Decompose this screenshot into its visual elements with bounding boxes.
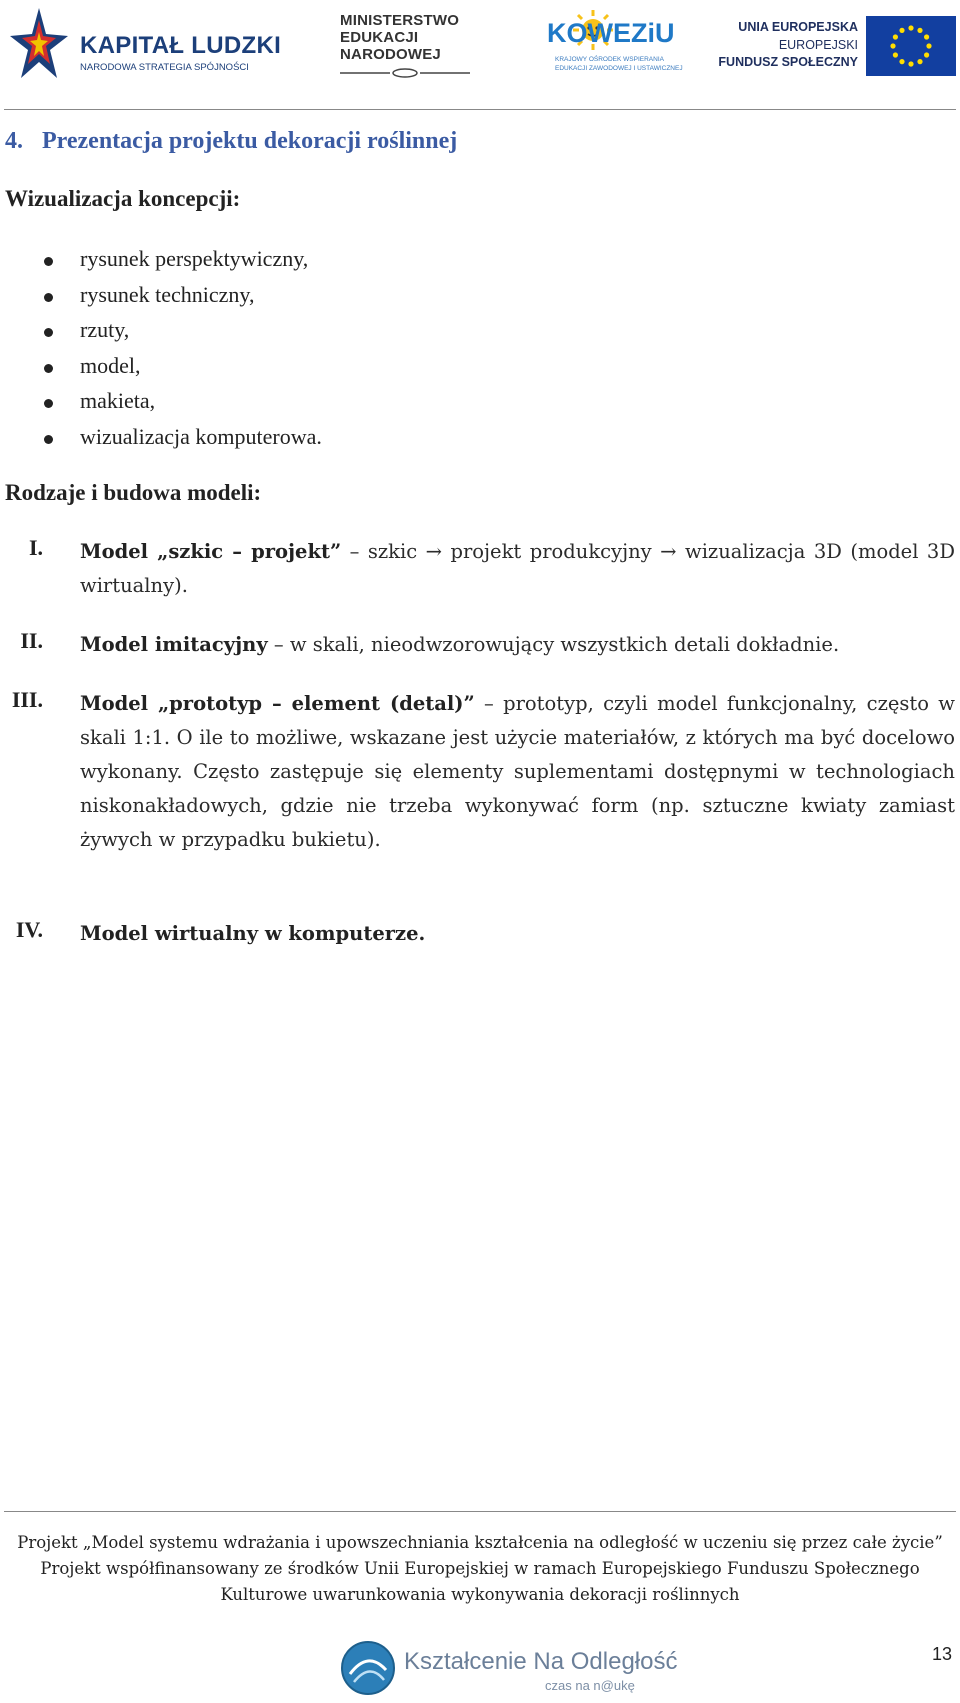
kapital-ludzki-subtitle: NARODOWA STRATEGIA SPÓJNOŚCI <box>80 62 249 73</box>
ministerstwo-line: MINISTERSTWO <box>340 12 460 29</box>
kno-mark-icon <box>340 1640 396 1696</box>
visualization-heading: Wizualizacja koncepcji: <box>5 186 241 211</box>
list-item-text: model, <box>80 352 141 378</box>
footer-line: Projekt „Model systemu wdrażania i upowszechniania kształcenia na odległość w uczeniu się przez całe życie” <box>17 1533 943 1552</box>
roman-numeral: IV. <box>15 917 43 942</box>
kno-name: Kształcenie Na Odległość <box>404 1648 678 1675</box>
model-text: – szkic → projekt produkcyjny → wizualizacja 3D (model 3D wirtualny). <box>80 540 955 597</box>
koweziu-subtitle: KRAJOWY OŚRODEK WSPIERANIA <box>555 56 664 63</box>
ministerstwo-line: NARODOWEJ <box>340 46 441 63</box>
ue-efs-logo <box>718 14 958 78</box>
models-heading: Rodzaje i budowa modeli: <box>5 480 262 505</box>
bullet-icon <box>44 435 53 444</box>
ue-line: FUNDUSZ SPOŁECZNY <box>718 55 858 69</box>
bullet-icon <box>44 364 53 373</box>
page-footer <box>0 1530 960 1608</box>
kapital-ludzki-logo <box>10 6 282 86</box>
footer-divider <box>4 1511 956 1512</box>
koweziu-logo <box>545 10 683 78</box>
footer-line: Kulturowe uwarunkowania wykonywania dekoracji roślinnych <box>220 1585 740 1604</box>
ue-line: UNIA EUROPEJSKA <box>738 20 858 34</box>
ue-line: EUROPEJSKI <box>778 38 858 52</box>
list-item <box>5 246 905 282</box>
model-name: Model imitacyjny <box>80 633 268 656</box>
koweziu-subtitle: EDUKACJI ZAWODOWEJ I USTAWICZNEJ <box>555 65 683 72</box>
bullet-icon <box>44 328 53 337</box>
list-item-text: wizualizacja komputerowa. <box>80 423 322 449</box>
eu-flag-icon <box>866 16 956 76</box>
list-item <box>5 424 905 460</box>
kapital-ludzki-title: KAPITAŁ LUDZKI <box>80 32 282 59</box>
model-description <box>80 628 955 662</box>
koweziu-name: KOWEZiU <box>547 18 675 48</box>
section-title: Prezentacja projektu dekoracji roślinnej <box>42 128 458 154</box>
model-name: Model wirtualny w komputerze. <box>80 922 426 945</box>
ksztalcenie-na-odleglosc-logo <box>340 1640 678 1698</box>
roman-numeral: III. <box>11 687 43 712</box>
ministerstwo-logo <box>340 12 480 76</box>
model-text: – w skali, nieodwzorowujący wszystkich detali dokładnie. <box>267 633 840 656</box>
roman-numeral: I. <box>28 535 43 560</box>
model-description <box>80 687 955 857</box>
list-item <box>5 388 905 424</box>
header-divider <box>4 109 956 110</box>
model-description <box>80 917 955 951</box>
list-item <box>5 353 905 389</box>
model-name: Model „prototyp – element (detal)” <box>80 692 475 715</box>
ministerstwo-line: EDUKACJI <box>340 29 419 46</box>
model-text: – prototyp, czyli model funkcjonalny, często w skali 1:1. O ile to możliwe, wskazane jest użycie materiałów, z których ma być docelowo wykonany. Często zastępuje się elementy suplementami dostępnymi w technologiach niskonakładowych, gdzie nie trzeba wykonywać form (np. sztuczne kwiaty zamiast żywych w przypadku bukietu). <box>80 692 955 851</box>
bullet-icon <box>44 257 53 266</box>
ministerstwo-emblem-icon <box>340 68 470 78</box>
roman-numeral: II. <box>20 628 43 653</box>
list-item-text: rysunek perspektywiczny, <box>80 246 309 271</box>
section-number: 4. <box>5 128 23 154</box>
page-header <box>0 0 960 110</box>
list-item <box>5 317 905 353</box>
list-item-text: makieta, <box>80 388 156 413</box>
list-item-text: rzuty, <box>80 317 130 342</box>
visualization-list <box>5 246 905 459</box>
model-description <box>80 535 955 603</box>
kapital-ludzki-star-icon <box>10 6 68 86</box>
list-item <box>5 282 905 318</box>
model-name: Model „szkic – projekt” <box>80 540 342 563</box>
kno-tagline: czas na n@ukę <box>545 1678 635 1693</box>
page-number: 13 <box>931 1644 952 1664</box>
list-item-text: rysunek techniczny, <box>80 281 255 307</box>
bullet-icon <box>44 399 53 408</box>
footer-line: Projekt współfinansowany ze środków Unii Europejskiej w ramach Europejskiego Funduszu Społecznego <box>40 1559 920 1578</box>
bullet-icon <box>44 293 53 302</box>
